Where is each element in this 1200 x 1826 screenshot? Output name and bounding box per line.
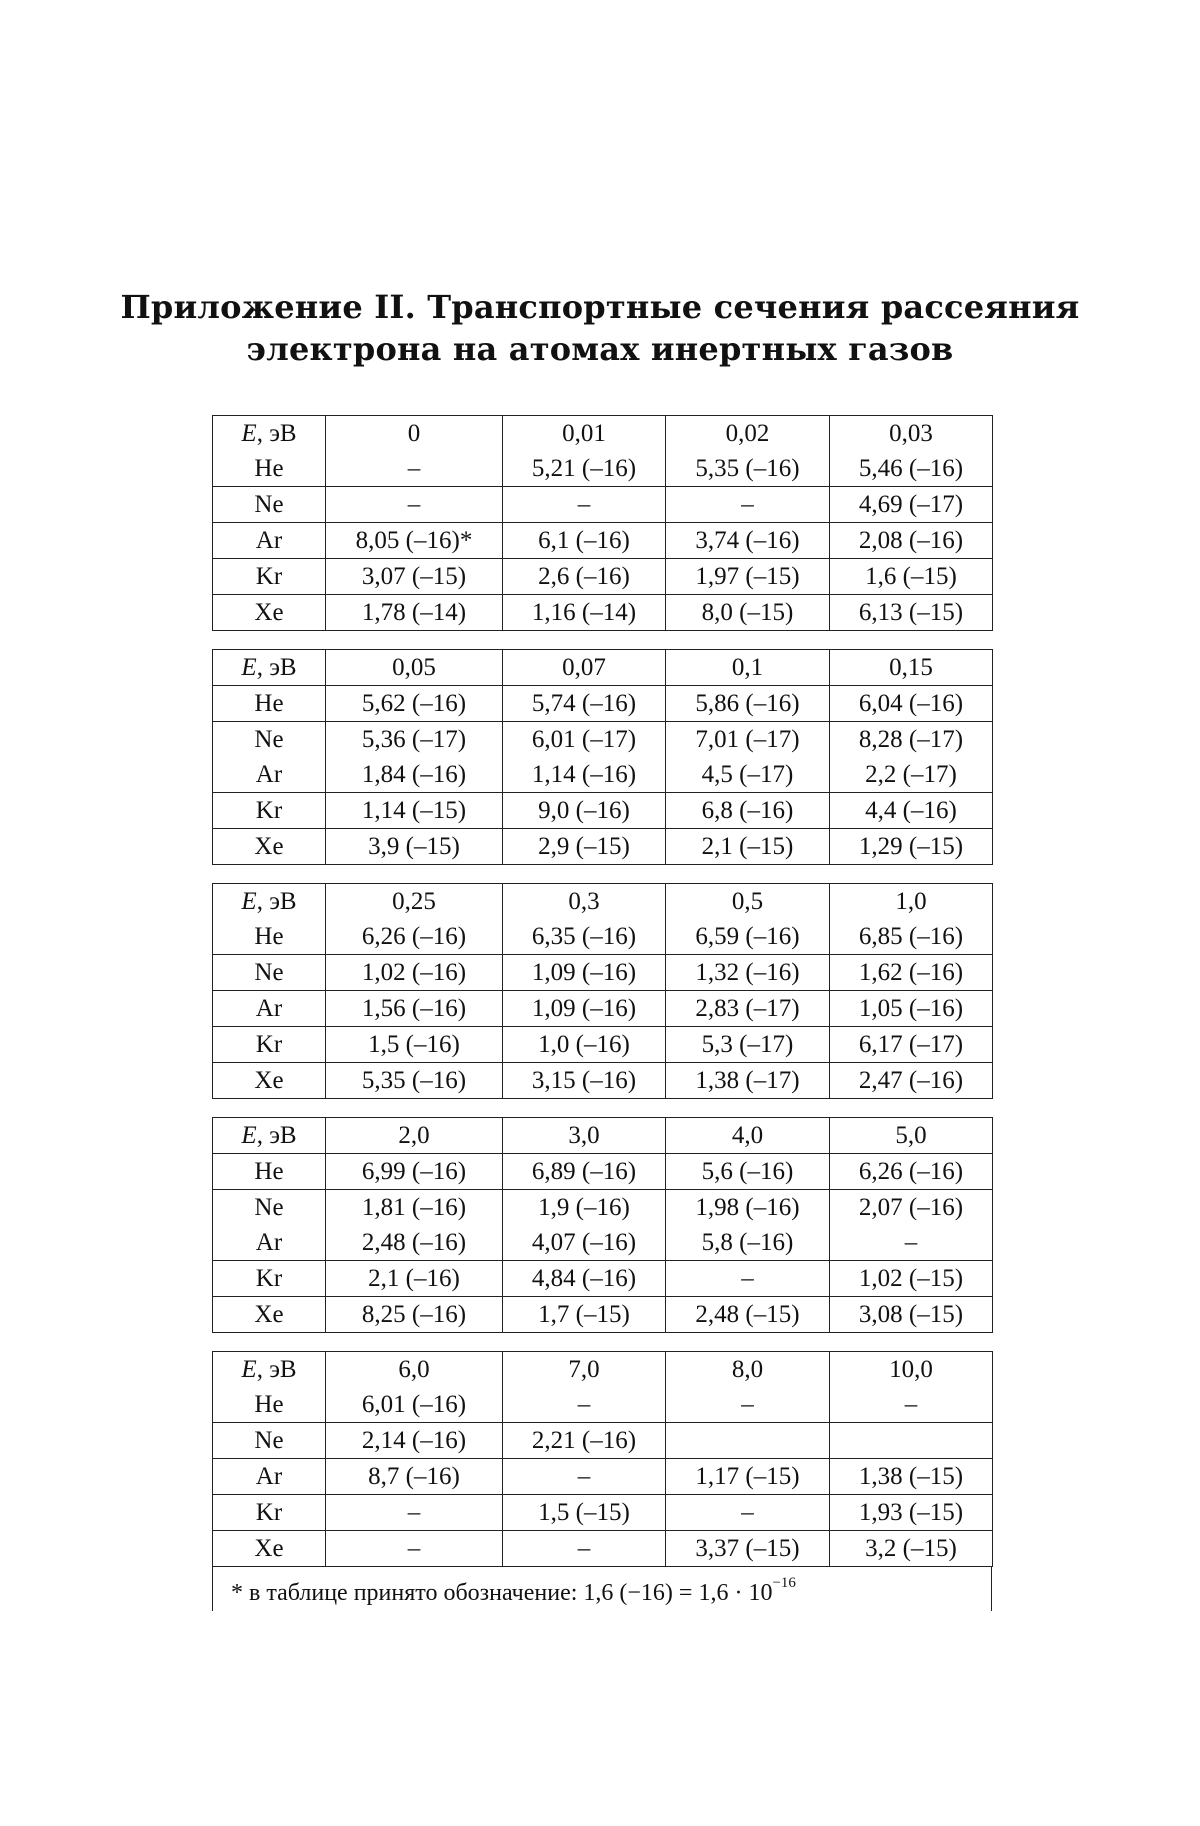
cross-section-value: – (830, 1225, 993, 1261)
cross-section-value: 1,16 (–14) (503, 595, 666, 631)
table-row (213, 757, 993, 793)
cross-section-value: 3,15 (–16) (503, 1063, 666, 1099)
element-name: Ar (213, 523, 326, 559)
title-line-1: Приложение II. Транспортные сечения рассеяния (120, 288, 1080, 326)
cross-section-value: 2,9 (–15) (503, 829, 666, 865)
energy-value: 8,0 (666, 1352, 830, 1388)
table-row (213, 487, 993, 523)
table-row (213, 1154, 993, 1190)
energy-value: 0,5 (666, 884, 830, 920)
element-name: Xe (213, 1063, 326, 1099)
cross-section-value: 2,07 (–16) (830, 1190, 993, 1226)
element-name: Xe (213, 1297, 326, 1333)
cross-section-value: 6,01 (–16) (326, 1387, 503, 1423)
cross-section-value: 1,93 (–15) (830, 1495, 993, 1531)
energy-value: 5,0 (830, 1118, 993, 1154)
footnote (212, 1567, 992, 1611)
energy-value: 0,15 (830, 650, 993, 686)
table-row (213, 1423, 993, 1459)
cross-section-value: 1,84 (–16) (326, 757, 503, 793)
cross-section-value: 1,14 (–15) (326, 793, 503, 829)
element-name: He (213, 686, 326, 722)
cross-section-value: 3,9 (–15) (326, 829, 503, 865)
table-row (213, 595, 993, 631)
table-block (212, 649, 993, 865)
cross-section-value: 1,78 (–14) (326, 595, 503, 631)
cross-section-value: 5,8 (–16) (666, 1225, 830, 1261)
cross-section-value: 6,99 (–16) (326, 1154, 503, 1190)
cross-section-value: – (830, 1387, 993, 1423)
energy-value: 0,07 (503, 650, 666, 686)
table-row (213, 686, 993, 722)
table-row (213, 1495, 993, 1531)
cross-section-value: 1,32 (–16) (666, 955, 830, 991)
element-name: Xe (213, 829, 326, 865)
cross-section-value: 1,97 (–15) (666, 559, 830, 595)
cross-section-value: – (666, 487, 830, 523)
energy-value: 0,1 (666, 650, 830, 686)
cross-section-value: 1,09 (–16) (503, 955, 666, 991)
cross-section-value: 1,0 (–16) (503, 1027, 666, 1063)
cross-section-value: – (326, 487, 503, 523)
energy-value: 0,25 (326, 884, 503, 920)
table-row (213, 1261, 993, 1297)
cross-section-value: 3,07 (–15) (326, 559, 503, 595)
energy-symbol: E (241, 653, 257, 681)
energy-unit: , эВ (256, 1121, 297, 1149)
cross-section-value: 4,07 (–16) (503, 1225, 666, 1261)
cross-section-value: 1,62 (–16) (830, 955, 993, 991)
table-row (213, 1190, 993, 1226)
cross-section-value: 3,08 (–15) (830, 1297, 993, 1333)
cross-section-value: – (326, 1495, 503, 1531)
energy-symbol: E (241, 1355, 257, 1383)
table-row (213, 1297, 993, 1333)
cross-section-value: 6,89 (–16) (503, 1154, 666, 1190)
cross-section-value: 3,2 (–15) (830, 1531, 993, 1567)
cross-section-value: 1,6 (–15) (830, 559, 993, 595)
element-name: Ne (213, 722, 326, 758)
cross-section-value: 5,86 (–16) (666, 686, 830, 722)
cross-section-value: 1,02 (–16) (326, 955, 503, 991)
table-row (213, 793, 993, 829)
table-header-row (213, 650, 993, 686)
cross-section-value: 8,28 (–17) (830, 722, 993, 758)
table-row (213, 523, 993, 559)
element-name: Ne (213, 1190, 326, 1226)
cross-section-value: 8,25 (–16) (326, 1297, 503, 1333)
cross-section-value: 1,29 (–15) (830, 829, 993, 865)
element-name: Xe (213, 595, 326, 631)
cross-section-value: 6,26 (–16) (326, 919, 503, 955)
element-name: Kr (213, 793, 326, 829)
table-row (213, 991, 993, 1027)
cross-section-value: 1,38 (–17) (666, 1063, 830, 1099)
cross-section-value: 1,02 (–15) (830, 1261, 993, 1297)
element-name: He (213, 919, 326, 955)
cross-section-value: – (503, 1459, 666, 1495)
cross-section-tables (212, 415, 992, 1611)
element-name: Ar (213, 1459, 326, 1495)
cross-section-value: 6,13 (–15) (830, 595, 993, 631)
cross-section-value: 8,7 (–16) (326, 1459, 503, 1495)
cross-section-value: – (326, 1531, 503, 1567)
cross-section-value: 9,0 (–16) (503, 793, 666, 829)
cross-section-value: 3,37 (–15) (666, 1531, 830, 1567)
cross-section-value: 6,85 (–16) (830, 919, 993, 955)
cross-section-value: 1,09 (–16) (503, 991, 666, 1027)
energy-unit: , эВ (256, 887, 297, 915)
cross-section-value: 5,36 (–17) (326, 722, 503, 758)
cross-section-value: 3,74 (–16) (666, 523, 830, 559)
table-header-row (213, 1352, 993, 1388)
table-row (213, 955, 993, 991)
cross-section-value: 8,05 (–16)* (326, 523, 503, 559)
table-row (213, 1063, 993, 1099)
footnote-text: * в таблице принято обозначение: 1,6 (−16) = 1,6 · 10 (231, 1580, 773, 1606)
element-name: Kr (213, 1495, 326, 1531)
energy-symbol: E (241, 419, 257, 447)
cross-section-value: 5,35 (–16) (326, 1063, 503, 1099)
cross-section-value: – (503, 487, 666, 523)
energy-value: 6,0 (326, 1352, 503, 1388)
title-line-2: электрона на атомах инертных газов (246, 330, 954, 368)
cross-section-value: 1,5 (–15) (503, 1495, 666, 1531)
element-name: He (213, 1387, 326, 1423)
cross-section-value: 4,4 (–16) (830, 793, 993, 829)
cross-section-value: 4,5 (–17) (666, 757, 830, 793)
cross-section-value: 1,7 (–15) (503, 1297, 666, 1333)
table-block (212, 415, 993, 631)
energy-value: 10,0 (830, 1352, 993, 1388)
cross-section-value: 6,17 (–17) (830, 1027, 993, 1063)
cross-section-value (666, 1423, 830, 1459)
cross-section-value: – (666, 1387, 830, 1423)
cross-section-value: 2,1 (–16) (326, 1261, 503, 1297)
cross-section-value: 6,8 (–16) (666, 793, 830, 829)
cross-section-value: 2,08 (–16) (830, 523, 993, 559)
cross-section-value: – (503, 1387, 666, 1423)
element-name: Ar (213, 991, 326, 1027)
cross-section-value: 5,35 (–16) (666, 451, 830, 487)
cross-section-value: 1,81 (–16) (326, 1190, 503, 1226)
cross-section-value: 8,0 (–15) (666, 595, 830, 631)
energy-unit: , эВ (256, 419, 297, 447)
cross-section-value: 6,59 (–16) (666, 919, 830, 955)
cross-section-value: 4,84 (–16) (503, 1261, 666, 1297)
cross-section-value: 2,2 (–17) (830, 757, 993, 793)
table-row (213, 1459, 993, 1495)
element-name: Kr (213, 1027, 326, 1063)
energy-unit: , эВ (256, 653, 297, 681)
energy-value: 3,0 (503, 1118, 666, 1154)
energy-value: 0,03 (830, 416, 993, 452)
cross-section-value: 2,21 (–16) (503, 1423, 666, 1459)
cross-section-value: 6,26 (–16) (830, 1154, 993, 1190)
table-row (213, 722, 993, 758)
cross-section-value: 1,9 (–16) (503, 1190, 666, 1226)
cross-section-value: 1,5 (–16) (326, 1027, 503, 1063)
cross-section-value: – (326, 451, 503, 487)
element-name: He (213, 1154, 326, 1190)
cross-section-value: 6,35 (–16) (503, 919, 666, 955)
table-row (213, 1531, 993, 1567)
energy-value: 0,02 (666, 416, 830, 452)
element-name: Ne (213, 955, 326, 991)
energy-value: 1,0 (830, 884, 993, 920)
energy-value: 4,0 (666, 1118, 830, 1154)
page-title (60, 286, 1140, 370)
element-name: He (213, 451, 326, 487)
cross-section-value: 2,48 (–16) (326, 1225, 503, 1261)
cross-section-value: 6,1 (–16) (503, 523, 666, 559)
cross-section-value (830, 1423, 993, 1459)
energy-label (213, 1118, 326, 1154)
element-name: Xe (213, 1531, 326, 1567)
table-row (213, 829, 993, 865)
cross-section-value: 5,74 (–16) (503, 686, 666, 722)
cross-section-value: 7,01 (–17) (666, 722, 830, 758)
cross-section-value: 5,3 (–17) (666, 1027, 830, 1063)
table-block (212, 1351, 993, 1567)
cross-section-value: 1,38 (–15) (830, 1459, 993, 1495)
cross-section-value: 1,56 (–16) (326, 991, 503, 1027)
table-row (213, 451, 993, 487)
energy-value: 2,0 (326, 1118, 503, 1154)
table-row (213, 559, 993, 595)
energy-value: 0,05 (326, 650, 503, 686)
element-name: Ar (213, 1225, 326, 1261)
energy-value: 7,0 (503, 1352, 666, 1388)
table-header-row (213, 1118, 993, 1154)
energy-value: 0 (326, 416, 503, 452)
element-name: Ne (213, 487, 326, 523)
cross-section-value: 2,1 (–15) (666, 829, 830, 865)
element-name: Kr (213, 559, 326, 595)
table-block (212, 1117, 993, 1333)
table-row (213, 1387, 993, 1423)
element-name: Kr (213, 1261, 326, 1297)
cross-section-value: – (666, 1495, 830, 1531)
cross-section-value: 2,14 (–16) (326, 1423, 503, 1459)
energy-symbol: E (241, 887, 257, 915)
cross-section-value: 6,01 (–17) (503, 722, 666, 758)
energy-label (213, 650, 326, 686)
energy-unit: , эВ (256, 1355, 297, 1383)
element-name: Ne (213, 1423, 326, 1459)
cross-section-value: 1,17 (–15) (666, 1459, 830, 1495)
cross-section-value: 2,83 (–17) (666, 991, 830, 1027)
cross-section-value: 2,47 (–16) (830, 1063, 993, 1099)
cross-section-value: 6,04 (–16) (830, 686, 993, 722)
table-row (213, 919, 993, 955)
cross-section-value: 5,46 (–16) (830, 451, 993, 487)
cross-section-value: 1,98 (–16) (666, 1190, 830, 1226)
cross-section-value: 4,69 (–17) (830, 487, 993, 523)
table-header-row (213, 416, 993, 452)
cross-section-value: 5,62 (–16) (326, 686, 503, 722)
cross-section-value: – (666, 1261, 830, 1297)
cross-section-value: – (503, 1531, 666, 1567)
cross-section-value: 1,05 (–16) (830, 991, 993, 1027)
energy-value: 0,3 (503, 884, 666, 920)
cross-section-value: 2,6 (–16) (503, 559, 666, 595)
energy-label (213, 416, 326, 452)
energy-label (213, 1352, 326, 1388)
table-block (212, 883, 993, 1099)
cross-section-value: 5,21 (–16) (503, 451, 666, 487)
footnote-exponent: −16 (772, 1575, 796, 1591)
cross-section-value: 5,6 (–16) (666, 1154, 830, 1190)
element-name: Ar (213, 757, 326, 793)
energy-value: 0,01 (503, 416, 666, 452)
energy-symbol: E (241, 1121, 257, 1149)
cross-section-value: 2,48 (–15) (666, 1297, 830, 1333)
cross-section-value: 1,14 (–16) (503, 757, 666, 793)
table-row (213, 1225, 993, 1261)
table-header-row (213, 884, 993, 920)
table-row (213, 1027, 993, 1063)
energy-label (213, 884, 326, 920)
